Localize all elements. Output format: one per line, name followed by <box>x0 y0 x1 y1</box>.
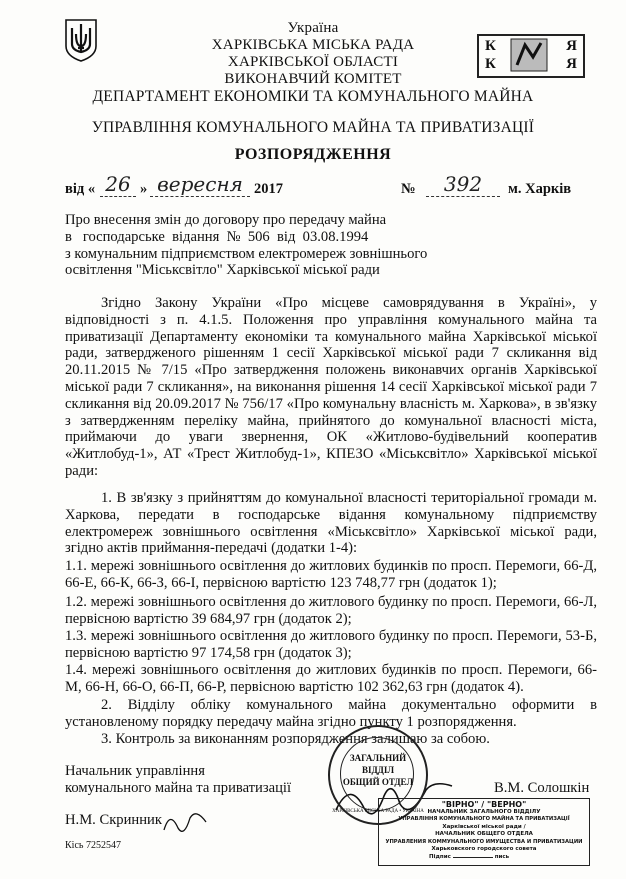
corner-stamp: К К Я Я <box>477 34 585 78</box>
header-department: ДЕПАРТАМЕНТ ЕКОНОМІКИ ТА КОМУНАЛЬНОГО МАЙНА <box>92 88 534 105</box>
number-label: № <box>401 181 416 197</box>
round-stamp: ЗАГАЛЬНИЙ ВІДДІЛ ОБЩИЙ ОТДЕЛ ХАРКІВСЬКА МІСЬКА РАДА • УКРАЇНА <box>328 725 428 825</box>
header-council: ХАРКІВСЬКА МІСЬКА РАДА <box>211 37 415 53</box>
city: м. Харків <box>508 181 572 197</box>
header-country: Україна <box>287 20 339 36</box>
date-month: вересня <box>150 172 250 197</box>
executor-name: Н.М. Скринник <box>65 812 162 828</box>
item-1-4: 1.4. мережі зовнішнього освітлення до житлових будинків по просп. Перемоги, 66-М, 66-Н, 66-О, 66-П, 66-Р, первісною вартістю 102 362,63 грн (додаток 4). <box>65 662 597 695</box>
signer-name: В.М. Солошкін <box>494 780 590 796</box>
item-1: 1. В зв'язку з прийняттям до комунальної власності територіальної громади м. Харкова, передати в господарське відання комунальному підприємству електромереж зовнішнього освітлення «Міськсвітло» Харківської міської ради, згідно актів приймання-передачі (додатки 1-4): <box>65 490 597 557</box>
signer-position-line1: Начальник управління <box>65 763 205 779</box>
item-2: 2. Відділу обліку комунального майна документально оформити в установленому порядку передачу майна згідно пункту 1 розпорядження. <box>65 697 597 730</box>
preamble: Згідно Закону України «Про місцеве самоврядування в Україні», у відповідності з п. 4.1.5. Положення про управління комунального майна та приватизації Департаменту економіки та комунального майна Харківської міської ради, затвердженого рішенням 1 сесії Харківської міської ради 7 скликання від 20.11.2015 № 7/15 «Про затвердження положень виконавчих органів Харківської міської ради 7 скликання», на виконання рішення 14 сесії Харківської міської ради 7 скликання від 20.09.2017 № 756/17 «Про комунальну власність м. Харкова», в зв'язку з затвердженням переліку майна, прийнятого до комунальної власності міста, приймаючи до уваги звернення, ОК «Житлово-будівельний кооператив «Житлобуд-1», АТ «Трест Житлобуд-1», КПЕЗО «Міськсвітло» Харківської міської ради: <box>65 295 597 479</box>
emblem-icon <box>509 37 549 73</box>
item-3: 3. Контроль за виконанням розпорядження залишаю за собою. <box>101 731 490 747</box>
date-day: 26 <box>100 172 136 197</box>
executor-signature <box>160 808 210 838</box>
item-1-3: 1.3. мережі зовнішнього освітлення до житлового будинку по просп. Перемоги, 53-Б, первісною вартістю 97 174,58 грн (додаток 3); <box>65 628 597 661</box>
copy-stamp: "ВІРНО" / "ВЕРНО" НАЧАЛЬНИК ЗАГАЛЬНОГО ВІДДІЛУ УПРАВЛІННЯ КОМУНАЛЬНОГО МАЙНА ТА ПРИВАТИЗАЦІЇ Харківської міської ради / НАЧАЛЬНИК ОБЩЕГО ОТДЕЛА УПРАВЛЕНИЯ КОММУНАЛЬНОГО ИМУЩЕСТВА И ПРИВАТИЗАЦИИ Харьковского городского совета Підпис пись <box>378 798 590 866</box>
item-1-1: 1.1. мережі зовнішнього освітлення до житлових будинків по просп. Перемоги, 66-Д, 66-Е, 66-К, 66-З, 66-І, первісною вартістю 123 748,77 грн (додаток 1); <box>65 558 597 591</box>
doc-type-title: РОЗПОРЯДЖЕННЯ <box>234 146 392 163</box>
header-committee: ВИКОНАВЧИЙ КОМІТЕТ <box>224 71 402 87</box>
executor-phone: Кісь 7252547 <box>65 840 121 851</box>
date-year: 2017 <box>254 181 283 197</box>
header-oblast: ХАРКІВСЬКОЇ ОБЛАСТІ <box>227 54 399 70</box>
header-administration: УПРАВЛІННЯ КОМУНАЛЬНОГО МАЙНА ТА ПРИВАТИЗАЦІЇ <box>91 119 535 136</box>
item-1-2: 1.2. мережі зовнішнього освітлення до житлового будинку по просп. Перемоги, 66-Л, первісною вартістю 39 684,97 грн (додаток 2); <box>65 594 597 627</box>
subject: Про внесення змін до договору про передачу майна в господарське відання № 506 від 03.08.1994 з комунальним підприємством електромереж зовнішнього освітлення "Міськсвітло" Харківської міської ради <box>65 212 428 279</box>
date-mid: » <box>140 181 148 197</box>
date-prefix: від « <box>65 181 96 197</box>
signer-position-line2: комунального майна та приватизації <box>65 780 292 796</box>
doc-number: 392 <box>426 172 500 197</box>
